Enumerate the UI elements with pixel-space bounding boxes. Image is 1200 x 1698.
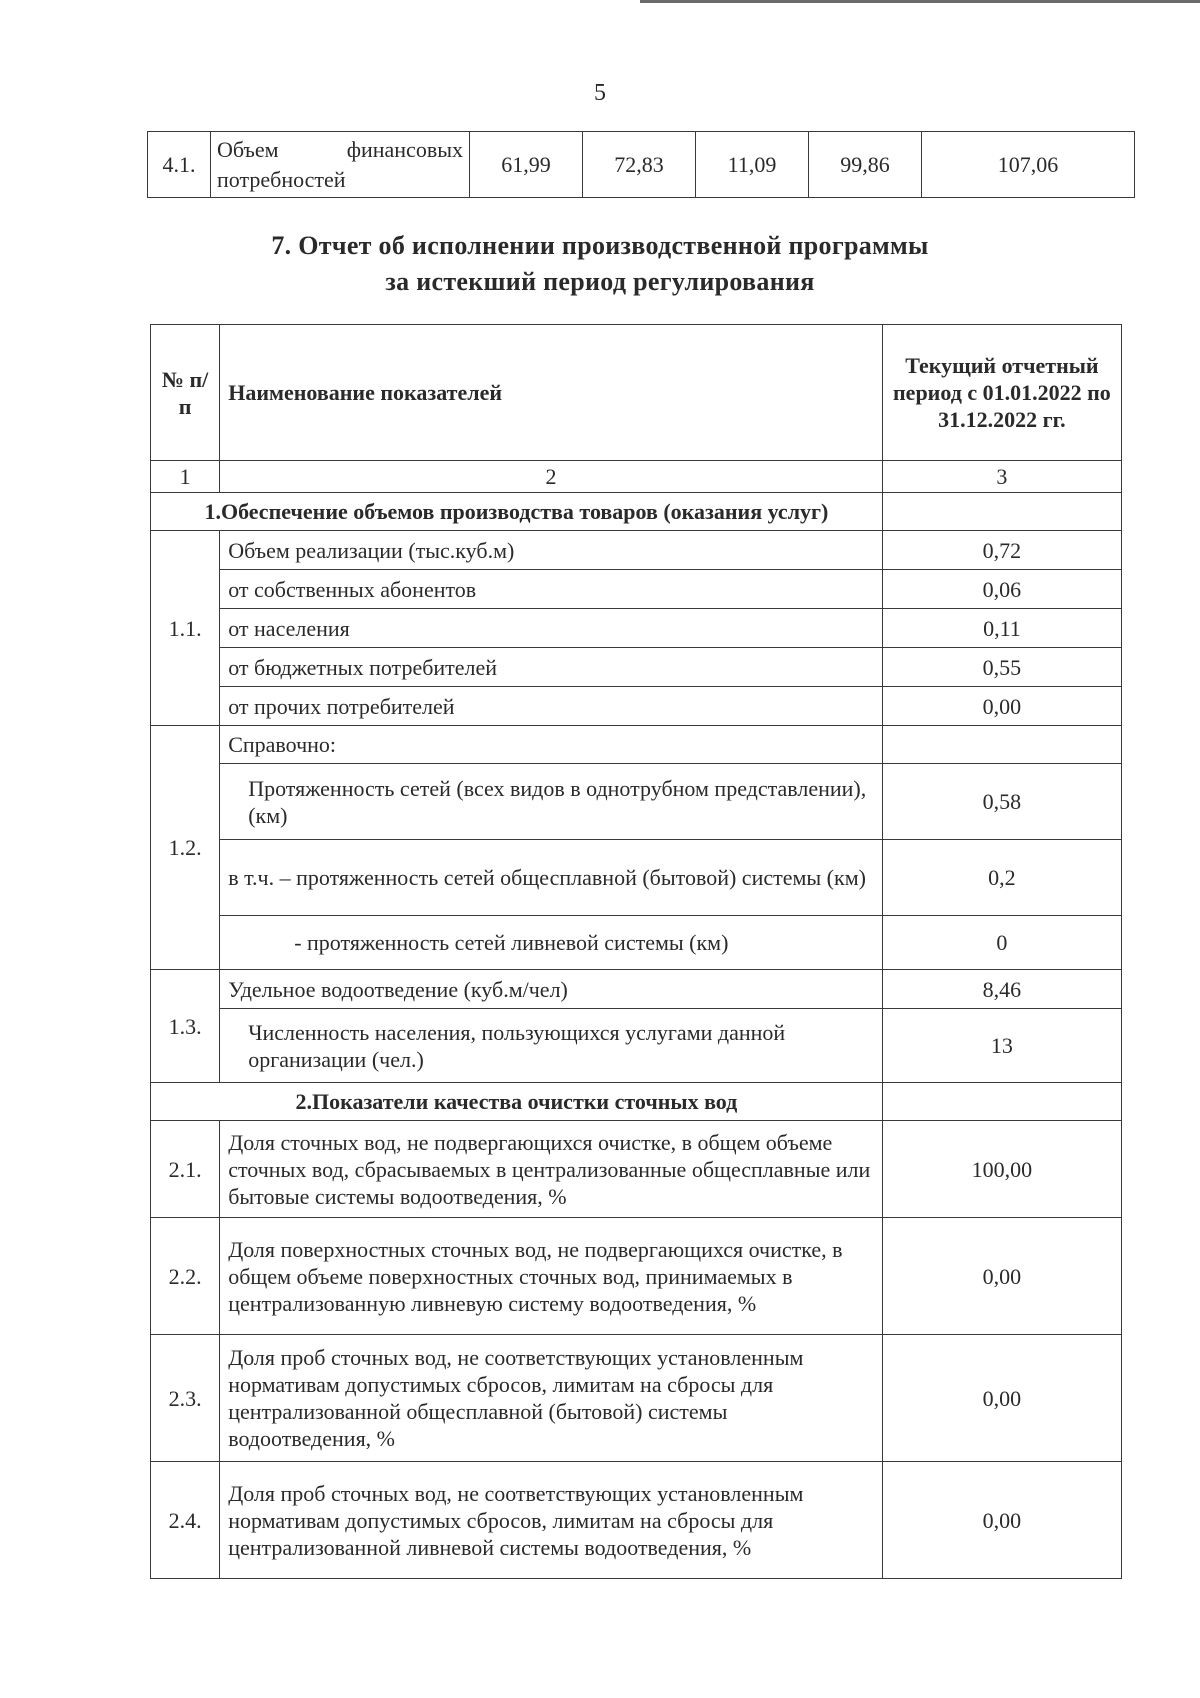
header-row [151,325,1122,461]
row-value: 13 [882,1009,1121,1083]
row-number: 1.1. [151,531,220,726]
row-value: 0,00 [882,687,1121,726]
row-name: Объем финансовых потребностей [211,132,470,198]
row-value: 8,46 [882,970,1121,1009]
header-name: Наименование показателей [220,325,883,461]
table-row [151,970,1122,1009]
value-cell: 61,99 [470,132,583,198]
table-row [151,1462,1122,1579]
empty-cell [882,726,1121,764]
row-value: 0,2 [882,840,1121,916]
row-value: 100,00 [882,1121,1121,1218]
row-name: Доля проб сточных вод, не соответствующих установленным нормативам допустимых сбросов, лимитам на сбросы для централизованной ливневой системы водоотведения, % [220,1462,883,1579]
table-row [151,1121,1122,1218]
table-row [151,1335,1122,1462]
row-number: 2.3. [151,1335,220,1462]
empty-cell [882,1083,1121,1121]
table-row [151,764,1122,840]
col-number: 1 [151,461,220,493]
title-line: 7. Отчет об исполнении производственной программы [271,231,929,260]
row-name: от прочих потребителей [220,687,883,726]
row-value: 0,00 [882,1218,1121,1335]
row-value: 0,72 [882,531,1121,570]
row-value: 0,00 [882,1335,1121,1462]
section-title: 1.Обеспечение объемов производства товаров (оказания услуг) [151,493,883,531]
report-title [0,228,1200,300]
table-row [151,1218,1122,1335]
table-row [151,916,1122,970]
row-name: Протяженность сетей (всех видов в однотрубном представлении), (км) [220,764,883,840]
reference-label: Справочно: [220,726,883,764]
row-name: от бюджетных потребителей [220,648,883,687]
table-row [148,132,1135,198]
row-name: Численность населения, пользующихся услугами данной организации (чел.) [220,1009,883,1083]
row-name: в т.ч. – протяженность сетей общесплавной (бытовой) системы (км) [220,840,883,916]
value-cell: 11,09 [696,132,809,198]
table-row [151,648,1122,687]
row-value: 0,06 [882,570,1121,609]
row-name: Доля сточных вод, не подвергающихся очистке, в общем объеме сточных вод, сбрасываемых в централизованные общесплавные или бытовые системы водоотведения, % [220,1121,883,1218]
table-row [151,570,1122,609]
empty-cell [882,493,1121,531]
value-cell: 107,06 [922,132,1135,198]
row-value: 0,11 [882,609,1121,648]
row-name: от населения [220,609,883,648]
row-number: 2.1. [151,1121,220,1218]
section-row [151,493,1122,531]
row-number: 4.1. [148,132,211,198]
value-cell: 72,83 [583,132,696,198]
table-row [151,726,1122,764]
row-name: Доля поверхностных сточных вод, не подвергающихся очистке, в общем объеме поверхностных сточных вод, принимаемых в централизованную ливневую систему водоотведения, % [220,1218,883,1335]
table-row [151,531,1122,570]
row-name: от собственных абонентов [220,570,883,609]
page-number: 5 [594,80,606,106]
row-value: 0,00 [882,1462,1121,1579]
report-table [150,324,1122,1579]
column-number-row [151,461,1122,493]
row-name: Доля проб сточных вод, не соответствующих установленным нормативам допустимых сбросов, лимитам на сбросы для централизованной общесплавной (бытовой) системы водоотведения, % [220,1335,883,1462]
value-cell: 99,86 [809,132,922,198]
section-row [151,1083,1122,1121]
row-number: 2.4. [151,1462,220,1579]
financing-table [147,131,1135,198]
table-row [151,609,1122,648]
col-number: 2 [220,461,883,493]
section-title: 2.Показатели качества очистки сточных вод [151,1083,883,1121]
header-period: Текущий отчетный период с 01.01.2022 по 31.12.2022 гг. [882,325,1121,461]
col-number: 3 [882,461,1121,493]
table-row [151,840,1122,916]
row-number: 1.2. [151,726,220,970]
row-name: Объем реализации (тыс.куб.м) [220,531,883,570]
row-value: 0,58 [882,764,1121,840]
scan-edge-shadow [640,0,1200,3]
row-name: Удельное водоотведение (куб.м/чел) [220,970,883,1009]
row-number: 2.2. [151,1218,220,1335]
table-row [151,687,1122,726]
row-number: 1.3. [151,970,220,1083]
header-num: № п/п [151,325,220,461]
table-row [151,1009,1122,1083]
row-value: 0,55 [882,648,1121,687]
row-value: 0 [882,916,1121,970]
row-name: - протяженность сетей ливневой системы (км) [220,916,883,970]
title-line: за истекший период регулирования [385,267,815,296]
